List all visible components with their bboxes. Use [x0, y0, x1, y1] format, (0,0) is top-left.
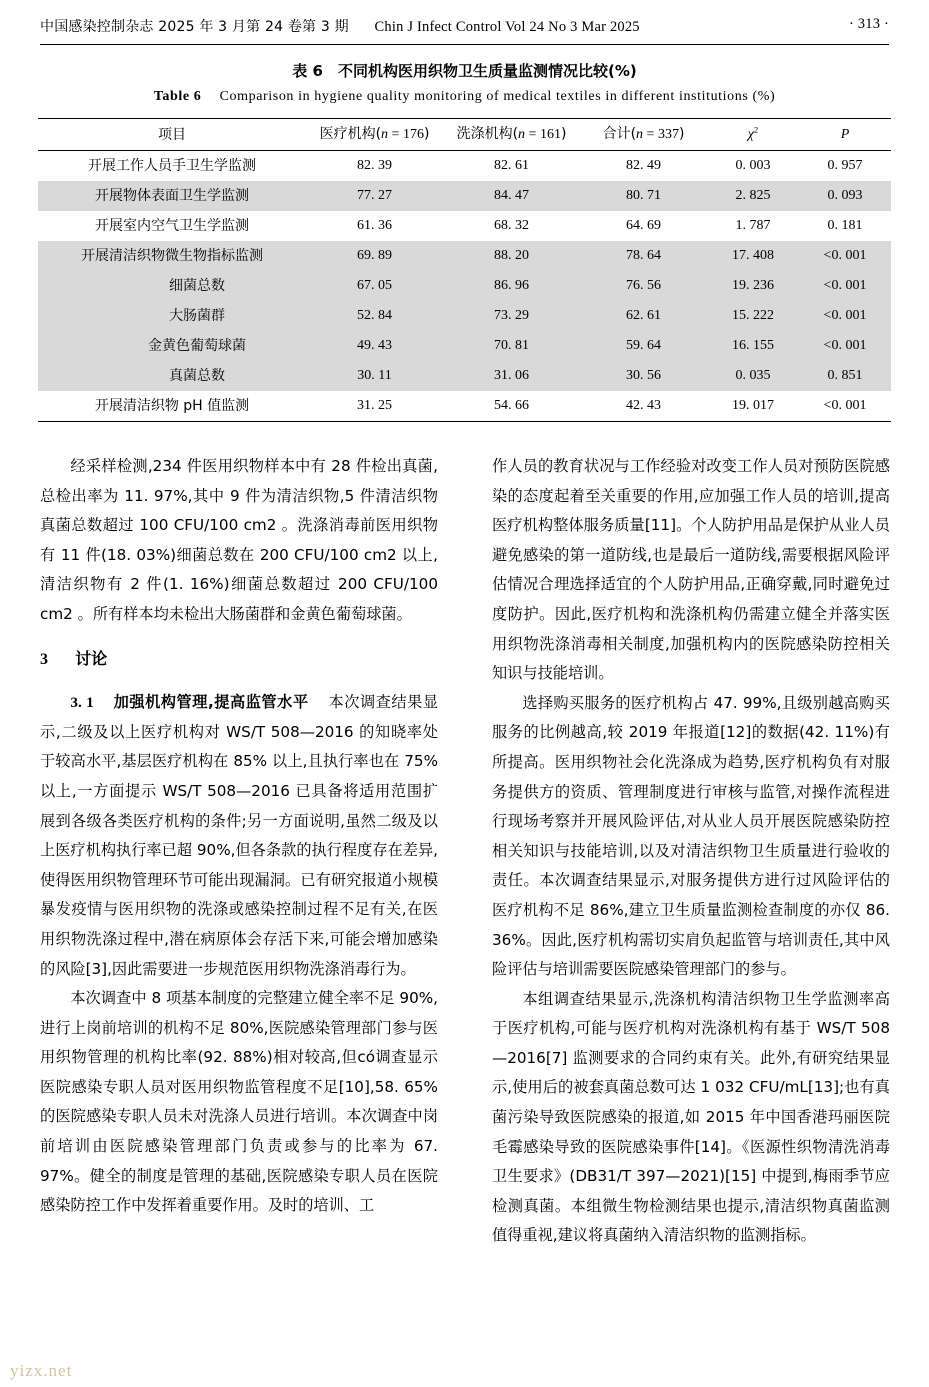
table-row	[38, 271, 891, 301]
table-row	[38, 391, 891, 422]
paragraph-right-1: 作人员的教育状况与工作经验对改变工作人员对预防医院感染的态度起着至关重要的作用,应加强工作人员的培训,提高医疗机构整体服务质量[11]。个人防护用品是保护从业人员避免感染的第一道防线,也是最后一道防线,需要根据风险评估情况合理选择适宜的个人防护用品,正确穿戴,同时避免过度防护。因此,医疗机构和洗涤机构仍需建立健全并落实医用织物洗涤消毒相关制度,加强机构内的医院感染防控相关知识与技能培训。	[492, 457, 890, 683]
row-value-laundry: 54. 66	[494, 398, 529, 413]
row-value-chi2: 17. 408	[707, 241, 799, 271]
watermark: yizx.net	[10, 1361, 73, 1380]
row-value-p: <0. 001	[799, 271, 891, 301]
row-value-medical: 82. 39	[357, 158, 392, 173]
col-header-p: P	[840, 127, 850, 142]
table-row	[38, 211, 891, 241]
row-value-p: 0. 181	[827, 218, 863, 233]
row-value-laundry: 84. 47	[443, 181, 580, 211]
row-value-chi2: 0. 035	[707, 361, 799, 391]
row-value-total: 82. 49	[626, 158, 661, 173]
row-value-laundry: 68. 32	[494, 218, 529, 233]
paragraph-left-3: 本次调查中 8 项基本制度的完整建立健全率不足 90%,进行上岗前培训的机构不足 80%,医院感染管理部门参与医用织物管理的机构比率(92. 88%)相对较高,但có调查显示医院感染专职人员对医用织物监管程度不足[10],58. 65% 的医院感染专职人员未对洗涤人员进行培训。本次调查中岗前培训由医院感染管理部门负责或参与的比率为 67. 97%。健全的制度是管理的基础,医院感染专职人员在医院感染防控工作中发挥着重要作用。及时的培训、工	[40, 989, 438, 1215]
row-value-laundry: 73. 29	[443, 301, 580, 331]
row-value-p: <0. 001	[799, 331, 891, 361]
row-value-total: 62. 61	[580, 301, 707, 331]
table-caption-cn: 表 6 不同机构医用织物卫生质量监测情况比较(%)	[292, 62, 637, 80]
body-column-right	[492, 452, 890, 1251]
table-caption-en-label: Table 6	[153, 89, 202, 104]
col-header-item: 项目	[158, 126, 186, 143]
row-value-total: 80. 71	[580, 181, 707, 211]
row-value-medical: 61. 36	[357, 218, 392, 233]
row-item-label: 真菌总数	[38, 361, 306, 391]
row-item-label: 大肠菌群	[38, 301, 306, 331]
table-row	[38, 331, 891, 361]
row-value-laundry: 31. 06	[443, 361, 580, 391]
row-value-total: 30. 56	[580, 361, 707, 391]
paragraph-3-1	[40, 688, 438, 984]
table-caption-en-text: Comparison in hygiene quality monitoring of medical textiles in different institutions (%)	[219, 89, 776, 104]
row-value-total: 42. 43	[626, 398, 661, 413]
page-number: · 313 ·	[848, 16, 889, 32]
paragraph-results: 经采样检测,234 件医用织物样本中有 28 件检出真菌,总检出率为 11. 97%,其中 9 件为清洁织物,5 件清洁织物真菌总数超过 100 CFU/100 cm2 。洗涤消毒前医用织物有 11 件(18. 03%)细菌总数在 200 CFU/100 cm2 以上,清洁织物有 2 件(1. 16%)细菌总数超过 200 CFU/100 cm2 。所有样本均未检出大肠菌群和金黄色葡萄球菌。	[40, 457, 438, 623]
row-value-chi2: 0. 003	[735, 158, 771, 173]
table-row	[38, 301, 891, 331]
row-value-p: <0. 001	[823, 398, 867, 413]
row-value-total: 78. 64	[580, 241, 707, 271]
row-value-laundry: 86. 96	[443, 271, 580, 301]
row-value-medical: 77. 27	[306, 181, 443, 211]
row-item-label: 开展工作人员手卫生学监测	[88, 158, 256, 174]
col-header-chi2: $\chi^2$	[747, 124, 759, 142]
table-row	[38, 241, 891, 271]
col-header-total: 合计(n = 337)	[602, 126, 685, 142]
row-value-medical: 67. 05	[306, 271, 443, 301]
row-value-medical: 69. 89	[306, 241, 443, 271]
row-item-label: 细菌总数	[38, 271, 306, 301]
row-item-label: 开展清洁织物 pH 值监测	[94, 398, 250, 414]
row-item-label: 金黄色葡萄球菌	[38, 331, 306, 361]
journal-title-en: Chin J Infect Control Vol 24 No 3 Mar 2025	[374, 19, 640, 35]
row-item-label: 开展物体表面卫生学监测	[38, 181, 306, 211]
row-value-total: 59. 64	[580, 331, 707, 361]
paragraph-3-1-text: 本次调查结果显示,二级及以上医疗机构对 WS/T 508—2016 的知晓率处于较高水平,基层医疗机构在 85% 以上,且执行率也在 75% 以上,一方面提示 WS/T 508—2016 已具备将适用范围扩展到各级各类医疗机构的条件;另一方面说明,虽然二级及以上医疗机构执行率已超 90%,但各条款的执行程度存在差异,使得医用织物管理环节可能出现漏洞。已有研究报道小规模暴发疫情与医用织物的洗涤或感染控制过程不足有关,在医用织物洗涤过程中,潜在病原体会存活下来,可能会增加感染的风险[3],因此需要进一步规范医用织物洗涤消毒行为。	[40, 693, 439, 978]
journal-title-cn: 中国感染控制杂志 2025 年 3 月第 24 卷第 3 期	[40, 19, 349, 35]
row-value-laundry: 82. 61	[494, 158, 529, 173]
table-body	[38, 151, 891, 422]
row-value-p: 0. 957	[827, 158, 863, 173]
section-number: 3	[40, 650, 48, 668]
body-column-left	[40, 452, 438, 1221]
table-row	[38, 181, 891, 211]
row-value-chi2: 19. 236	[707, 271, 799, 301]
row-value-total: 64. 69	[626, 218, 661, 233]
col-header-medical: 医疗机构(n = 176)	[319, 126, 430, 142]
table-header-row	[38, 119, 891, 151]
section-heading-discussion	[40, 644, 438, 675]
row-item-label: 开展清洁织物微生物指标监测	[38, 241, 306, 271]
row-value-chi2: 2. 825	[707, 181, 799, 211]
table-6	[38, 118, 891, 422]
row-value-medical: 52. 84	[306, 301, 443, 331]
row-value-p: 0. 093	[799, 181, 891, 211]
row-value-medical: 31. 25	[357, 398, 392, 413]
row-value-chi2: 16. 155	[707, 331, 799, 361]
row-item-label: 开展室内空气卫生学监测	[95, 218, 249, 234]
col-header-laundry: 洗涤机构(n = 161)	[456, 126, 567, 142]
paragraph-right-3: 本组调查结果显示,洗涤机构清洁织物卫生学监测率高于医疗机构,可能与医疗机构对洗涤机构有基于 WS/T 508—2016[7] 监测要求的合同约束有关。此外,有研究结果显示,使用后的被套真菌总数可达 1 032 CFU/mL[13];也有真菌污染导致医院感染的报道,如 2015 年中国香港玛丽医院毛霉感染导致的医院感染事件[14]。《医源性织物清洗消毒卫生要求》(DB31/T 397—2021)[15] 中提到,梅雨季节应检测真菌。本组微生物检测结果也提示,清洁织物真菌监测值得重视,建议将真菌纳入清洁织物的监测指标。	[492, 989, 890, 1245]
table-caption-en	[0, 89, 929, 105]
row-value-p: <0. 001	[799, 241, 891, 271]
table-row	[38, 361, 891, 391]
row-value-total: 76. 56	[580, 271, 707, 301]
table-row	[38, 151, 891, 182]
row-value-p: 0. 851	[799, 361, 891, 391]
running-head-left	[40, 16, 640, 36]
section-title: 讨论	[75, 648, 108, 668]
row-value-laundry: 88. 20	[443, 241, 580, 271]
row-value-chi2: 1. 787	[735, 218, 771, 233]
row-value-laundry: 70. 81	[443, 331, 580, 361]
row-value-medical: 49. 43	[306, 331, 443, 361]
row-value-p: <0. 001	[799, 301, 891, 331]
running-head	[40, 16, 889, 46]
paragraph-right-2: 选择购买服务的医疗机构占 47. 99%,且级别越高购买服务的比例越高,较 2019 年报道[12]的数据(42. 11%)有所提高。医用织物社会化洗涤成为趋势,医疗机构负有对服务提供方的资质、管理制度进行审核与监管,对操作流程进行现场考察并开展风险评估,对从业人员开展医院感染防控相关知识与技能培训,以及对清洁织物卫生质量进行验收的责任。本次调查结果显示,对服务提供方进行过风险评估的医疗机构不足 86%,建立卫生质量监测检查制度的亦仅 86. 36%。因此,医疗机构需切实肩负起监管与培训责任,其中风险评估与培训需要医院感染管理部门的参与。	[492, 693, 890, 979]
subsection-title: 加强机构管理,提高监管水平	[113, 693, 309, 712]
subsection-number: 3. 1	[70, 694, 94, 712]
row-value-chi2: 19. 017	[732, 398, 774, 413]
row-value-chi2: 15. 222	[707, 301, 799, 331]
row-value-medical: 30. 11	[306, 361, 443, 391]
header-divider	[40, 44, 889, 45]
